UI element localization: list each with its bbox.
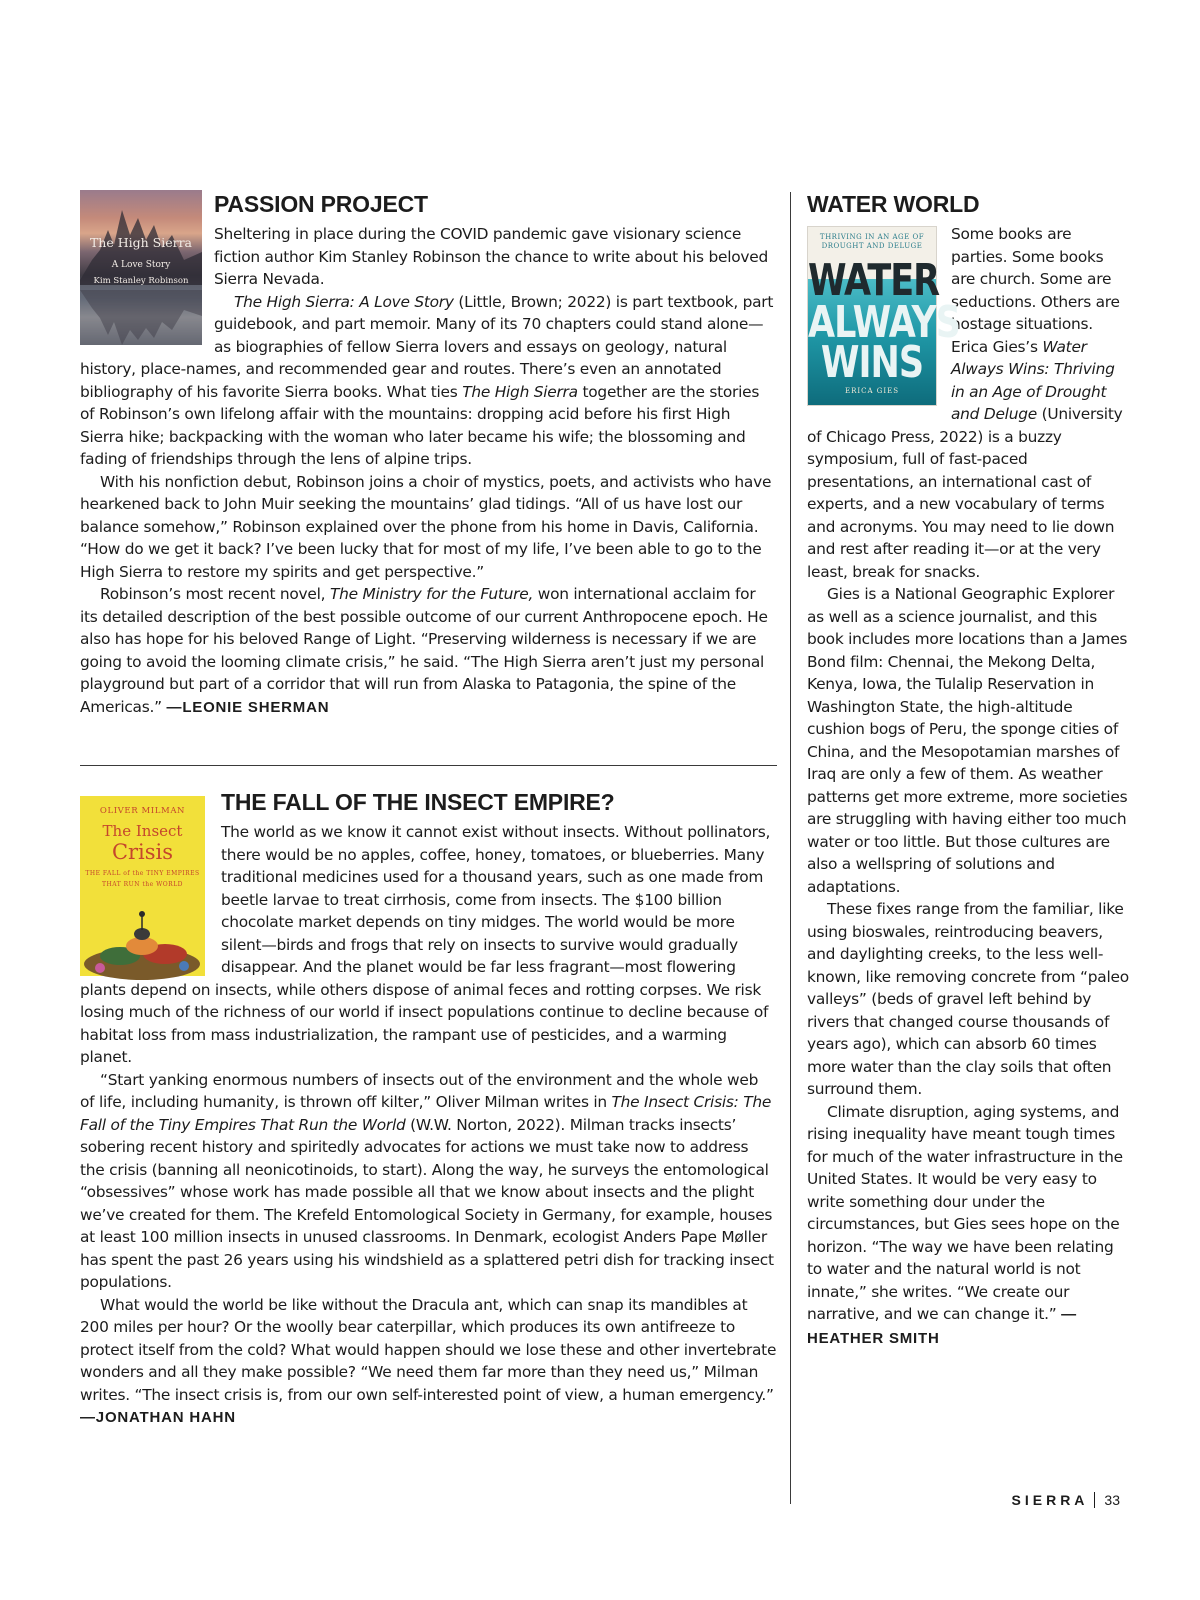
paragraph: The world as we know it cannot exist without insects. Without pollinators, there would be no apples, coffee, honey, tomatoes, or blueberries. Many traditional medicines used for a thousand years, such as one made from beetle larvae to treat cirrhosis, come from insects. The $100 billion chocolate market depends on tiny midges. The world would be more silent—birds and frogs that rely on insects to survive would gradually disappear. And the planet would be far less fragrant—most flowering plants depend on insects, while others dispose of animal feces and rotting corpses. We risk losing much of the richness of our world if insect populations continue to decline because of habitat loss from mass industrialization, the rampant use of pesticides, and a warming planet. [80,823,771,1066]
byline: —JONATHAN HAHN [80,1409,236,1426]
folio-separator [1094,1492,1095,1508]
page-folio [1012,1492,1120,1508]
book-title: The High Sierra [462,382,578,401]
paragraph: Sheltering in place during the COVID pandemic gave visionary science fiction author Kim Stanley Robinson the chance to write about his beloved Sierra Nevada. [214,225,768,288]
cover-author: ERICA GIES [844,387,900,395]
column-divider [790,192,791,1504]
paragraph: These fixes range from the familiar, like using bioswales, reintroducing beavers, and daylighting creeks, to the less well-known, like removing concrete from “paleo valleys” (beds of gravel left behind by rivers that changed course thousands of years ago), which can absorb 60 times more water than the clay soils that often surround them. [807,900,1129,1098]
cover-title-line: WATER [808,256,940,306]
paragraph: With his nonfiction debut, Robinson joins a choir of mystics, poets, and activists who have hearkened back to John Muir seeking the mountains’ glad tidings. “All of us have lost our balance somehow,” Robinson explained over the phone from his home in Davis, California. “How do we get it back? I’ve been lucky that for most of my life, I’ve been able to go to the High Sierra to restore my spirits and get perspective.” [80,472,772,581]
passion-project-heading: PASSION PROJECT [214,191,428,217]
paragraph: Some books are parties. Some books are church. Some are seductions. Others are hostage situations. Erica Gies’s Water Always Wins: Thriving in an Age of Drought and Deluge (University of Chicago Press, 2022) is a buzzy symposium, full of fast-paced presentations, an international cast of experts, and a new vocabulary of terms and acronyms. You may need to lie down and rest after reading it—or at the very least, break for snacks. [807,225,1123,581]
insect-crisis-cover [80,796,205,976]
page-number: 33 [1104,1492,1120,1508]
section-divider [80,765,777,766]
paragraph: Climate disruption, aging systems, and rising inequality have meant tough times for much of the water infrastructure in the United States. It would be very easy to write something dour under the circumstances, but Gies sees hope on the horizon. “The way we have been relating to water and the natural world is not innate,” she writes. “We create our narrative, and we can change it.” —HEATHER SMITH [807,1102,1123,1347]
byline: —LEONIE SHERMAN [166,698,330,716]
insect-empire-heading: THE FALL OF THE INSECT EMPIRE? [221,789,615,815]
paragraph: “Start yanking enormous numbers of insects out of the environment and the whole web of life, including humanity, is thrown off kilter,” Oliver Milman writes in The Insect Crisis: The Fall of the Tiny Empires That Run the World (W.W. Norton, 2022). Milman tracks insects’ sobering recent history and spiritedly advocates for actions we must take now to address the crisis (banning all neonicotinoids, to start). Along the way, he surveys the entomological “obsessives” whose work has made possible all that we know about insects and the plight we’ve created for them. The Krefeld Entomological Society in Germany, for example, houses at least 100 million insects in unused classrooms. In Denmark, ecologist Anders Pape Møller has spent the past 26 years using his windshield as a splattered petri dish for tracking insect populations. [80,1070,774,1291]
cover-title: The High Sierra [89,235,193,250]
book-title: The Ministry for the Future, [329,585,534,603]
cover-author: Kim Stanley Robinson [93,276,189,286]
insect-pile-illustration [80,796,205,976]
cover-title-line: WINS [820,338,924,388]
cover-subtitle: THE FALL of the TINY EMPIRES THAT RUN the WORLD [85,870,200,888]
byline: —HEATHER SMITH [807,1306,1077,1347]
insect-empire-article [80,788,777,1430]
cover-author: OLIVER MILMAN [99,806,186,816]
book-title: The High Sierra: A Love Story [234,292,454,311]
paragraph: What would the world be like without the Dracula ant, which can snap its mandibles at 200 miles per hour? Or the woolly bear caterpillar, which produces its own antifreeze to protect itself from the cold? What would happen should we lose these and other invertebrate wonders and all they make possible? “We need them far more than they need us,” Milman writes. “The insect crisis is, from our own self-interested point of view, a human emergency.” —JONATHAN HAHN [80,1295,777,1426]
cover-title-line: Crisis [111,840,174,864]
book-title: Water Always Wins: Thriving in an Age of Drought and Deluge [951,337,1115,423]
passion-project-article [80,190,777,719]
left-column [80,190,777,719]
cover-title-line: The Insect [102,822,183,840]
magazine-name: SIERRA [1011,1492,1089,1508]
book-title: The Insect Crisis: The Fall of the Tiny Empires That Run the World [80,1093,772,1134]
paragraph: Robinson’s most recent novel, The Ministry for the Future, won international acclaim for its detailed description of the best possible outcome of our current Anthropocene epoch. He also has hope for his beloved Range of Light. “Preserving wilderness is necessary if we are going to avoid the looming climate crisis,” he said. “The High Sierra aren’t just my personal playground but part of a corridor that will run from Alaska to Patagonia, the spine of the Americas.” —LEONIE SHERMAN [80,585,768,716]
paragraph: The High Sierra: A Love Story (Little, Brown; 2022) is part textbook, part guidebook, and part memoir. Many of its 70 chapters could stand alone—as biographies of fellow Sierra lovers and essays on geology, natural history, place-names, and recommended gear and routes. There’s even an annotated bibliography of his favorite Sierra books. What ties The High Sierra together are the stories of Robinson’s own lifelong affair with the mountains: dropping acid before his first High Sierra hike; backpacking with the woman who later became his wife; the blossoming and fading of friendships through the lens of alpine trips. [80,292,774,468]
water-world-article [807,190,1130,1350]
cover-subtitle: THRIVING IN AN AGE OF DROUGHT AND DELUGE [819,233,925,250]
water-always-wins-cover [807,226,960,406]
cover-subtitle: A Love Story [111,260,171,270]
water-world-heading: WATER WORLD [807,191,980,217]
high-sierra-cover [80,190,202,345]
paragraph: Gies is a National Geographic Explorer as well as a science journalist, and this book includes more locations than a James Bond film: Chennai, the Mekong Delta, Kenya, Iowa, the Tulalip Reservation in Washington State, the high-altitude cushion bogs of Peru, the sponge cities of China, and the Mesopotamian marshes of Iraq are only a few of them. As weather patterns get more extreme, more societies are struggling with having either too much water or too little. But those cultures are also a wellspring of solutions and adaptations. [807,585,1128,896]
cover-title-line: ALWAYS [808,298,960,348]
